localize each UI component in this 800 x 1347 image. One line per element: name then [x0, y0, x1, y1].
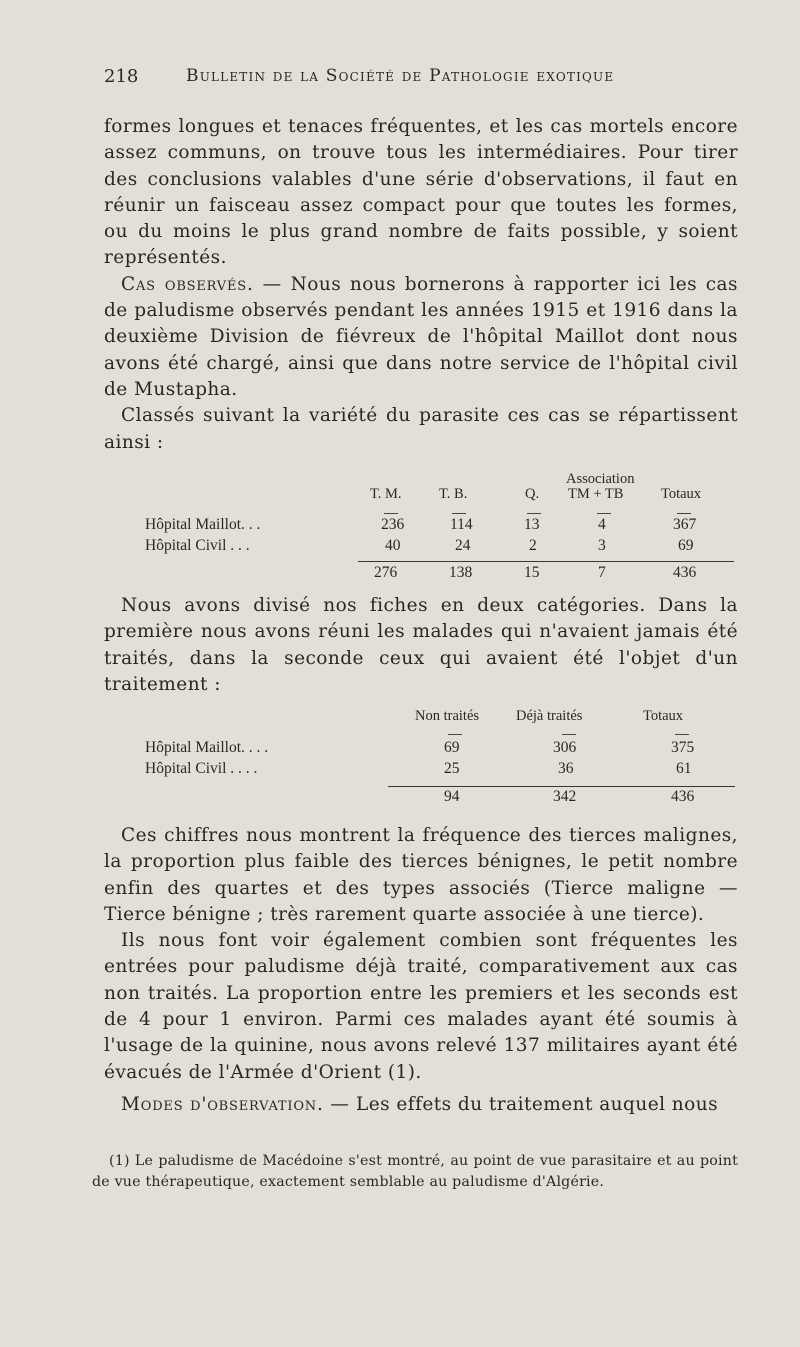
- table-cell: 36: [558, 760, 574, 777]
- table-cell: 69: [678, 537, 694, 554]
- table-cell: 236: [381, 516, 405, 533]
- total-rule: [388, 786, 735, 787]
- total-cell: 276: [374, 564, 398, 581]
- column-header: Totaux: [643, 708, 684, 724]
- footnote-text: (1) Le paludisme de Macédoine s'est montré, au point de vue parasitaire et au point de vue thérapeutique, exactement semblable au paludisme d'Algérie.: [92, 1153, 738, 1190]
- total-cell: 436: [673, 564, 697, 581]
- table-cell: 13: [524, 516, 540, 533]
- running-title: Bulletin de la Société de Pathologie exotique: [186, 66, 615, 86]
- header-dash: [562, 734, 576, 735]
- total-cell: 7: [598, 564, 606, 581]
- column-header: T. B.: [439, 486, 468, 502]
- paragraph: Classés suivant la variété du parasite ces cas se répartissent ainsi :: [104, 405, 738, 453]
- paragraph-modes: [104, 1092, 738, 1118]
- table-cell: 69: [444, 739, 460, 756]
- table-cell: 375: [671, 739, 695, 756]
- column-header: Non traités: [415, 708, 480, 724]
- section-heading-modes: Modes d'observation. —: [121, 1093, 350, 1115]
- paragraph: Ces chiffres nous montrent la fréquence des tierces malignes, la proportion plus faible des tierces bénignes, le petit nombre enfin des quartes et des types associés (Tierce maligne — Tierce bénigne ; très rarement quarte associée à une tierce).: [104, 825, 738, 925]
- table-cell: 40: [385, 537, 401, 554]
- paragraph: Ils nous font voir également combien sont fréquentes les entrées pour paludisme déjà traité, comparativement aux cas non traités. La proportion entre les premiers et les seconds est de 4 pour 1 environ. Parmi ces malades ayant été soumis à l'usage de la quinine, nous avons relevé 137 militaires ayant été évacués de l'Armée d'Orient (1).: [104, 930, 738, 1083]
- row-label: Hôpital Civil . . . .: [145, 760, 258, 777]
- total-cell: 138: [449, 564, 473, 581]
- paragraph: formes longues et tenaces fréquentes, et les cas mortels encore assez communs, on trouve tous les intermédiaires. Pour tirer des conclusions valables d'une série d'observations, il faut en réunir un faisceau assez compact pour que toutes les formes, ou du moins le plus grand nombre de faits possible, y soient représentés.: [104, 116, 738, 269]
- total-cell: 436: [671, 788, 695, 805]
- text-block-discussion: [104, 823, 738, 1118]
- column-header: Déjà traités: [516, 708, 583, 724]
- table-cell: 2: [529, 537, 537, 554]
- page-number: 218: [104, 66, 139, 87]
- footnote: [92, 1151, 738, 1193]
- column-header: Totaux: [661, 486, 702, 502]
- row-label: Hôpital Civil . . .: [145, 537, 250, 554]
- table-cell: 306: [553, 739, 577, 756]
- table-cell: 114: [450, 516, 473, 533]
- total-cell: 342: [553, 788, 577, 805]
- table-cell: 61: [676, 760, 692, 777]
- table-cell: 367: [673, 516, 697, 533]
- total-cell: 94: [444, 788, 460, 805]
- column-header: T. M.: [370, 486, 402, 502]
- paragraph: Nous avons divisé nos fiches en deux catégories. Dans la première nous avons réuni les malades qui n'avaient jamais été traités, dans la seconde ceux qui avaient été l'objet d'un traitement :: [104, 595, 738, 695]
- total-cell: 15: [524, 564, 540, 581]
- column-header: Q.: [525, 486, 540, 502]
- column-header: TM + TB: [568, 486, 624, 502]
- table-cell: 25: [444, 760, 460, 777]
- table-cell: 3: [598, 537, 606, 554]
- column-header-group: Association: [566, 471, 635, 487]
- header-dash: [448, 734, 462, 735]
- paragraph-text: Les effets du traitement auquel nous: [355, 1093, 719, 1115]
- header-dash: [675, 734, 689, 735]
- section-heading-cas-observes: Cas observés. —: [121, 273, 282, 295]
- paragraph-text: Nous nous bornerons à rapporter ici les cas de paludisme observés pendant les années 1915 et 1916 dans la deuxième Division de fiévreux de l'hôpital Maillot dont nous avons été chargé, ainsi que dans notre service de l'hôpital civil de Mustapha.: [104, 273, 738, 400]
- row-label: Hôpital Maillot. . . .: [145, 739, 269, 756]
- table-cell: 4: [598, 516, 606, 533]
- row-label: Hôpital Maillot. . .: [145, 516, 261, 533]
- table-cell: 24: [455, 537, 471, 554]
